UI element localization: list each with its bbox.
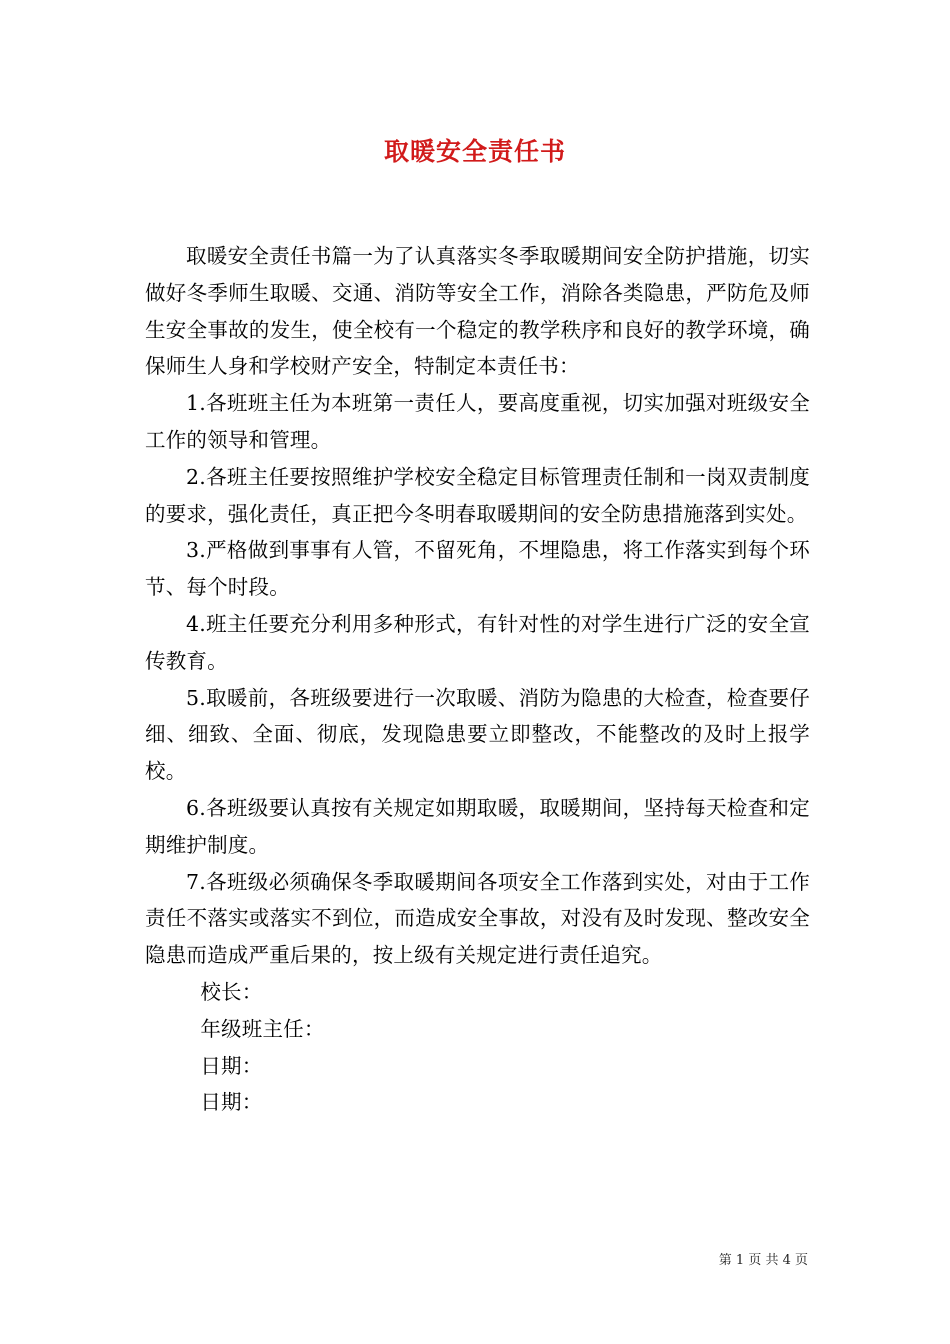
clause-3: 3.严格做到事事有人管，不留死角，不埋隐患，将工作落实到每个环节、每个时段。: [145, 538, 810, 600]
signature-class-teacher: 年级班主任：: [200, 1016, 325, 1041]
clause-6: 6.各班级要认真按有关规定如期取暖，取暖期间，坚持每天检查和定期维护制度。: [145, 795, 810, 857]
clause-2: 2.各班主任要按照维护学校安全稳定目标管理责任制和一岗双责制度的要求，强化责任，真正把今冬明春取暖期间的安全防患措施落到实处。: [145, 464, 810, 526]
clause-5: 5.取暖前，各班级要进行一次取暖、消防为隐患的大检查，检查要仔细、细致、全面、彻底，发现隐患要立即整改，不能整改的及时上报学校。: [145, 685, 810, 784]
signature-date-2: 日期：: [200, 1090, 263, 1115]
intro-paragraph: 取暖安全责任书篇一为了认真落实冬季取暖期间安全防护措施，切实做好冬季师生取暖、交通、消防等安全工作，消除各类隐患，严防危及师生安全事故的发生，使全校有一个稳定的教学秩序和良好的教学环境，确保师生人身和学校财产安全，特制定本责任书：: [145, 244, 810, 379]
clause-1: 1.各班班主任为本班第一责任人，要高度重视，切实加强对班级安全工作的领导和管理。: [145, 391, 810, 452]
document-title: 取暖安全责任书: [383, 137, 566, 166]
clause-4: 4.班主任要充分利用多种形式，有针对性的对学生进行广泛的安全宣传教育。: [145, 611, 810, 673]
page-number: 第 1 页 共 4 页: [718, 1253, 808, 1268]
document-body: [145, 238, 810, 1121]
clause-7: 7.各班级必须确保冬季取暖期间各项安全工作落到实处，对由于工作责任不落实或落实不到位，而造成安全事故，对没有及时发现、整改安全隐患而造成严重后果的，按上级有关规定进行责任追究。: [145, 869, 810, 968]
signature-date-1: 日期：: [200, 1053, 263, 1078]
signature-principal: 校长：: [200, 979, 263, 1004]
